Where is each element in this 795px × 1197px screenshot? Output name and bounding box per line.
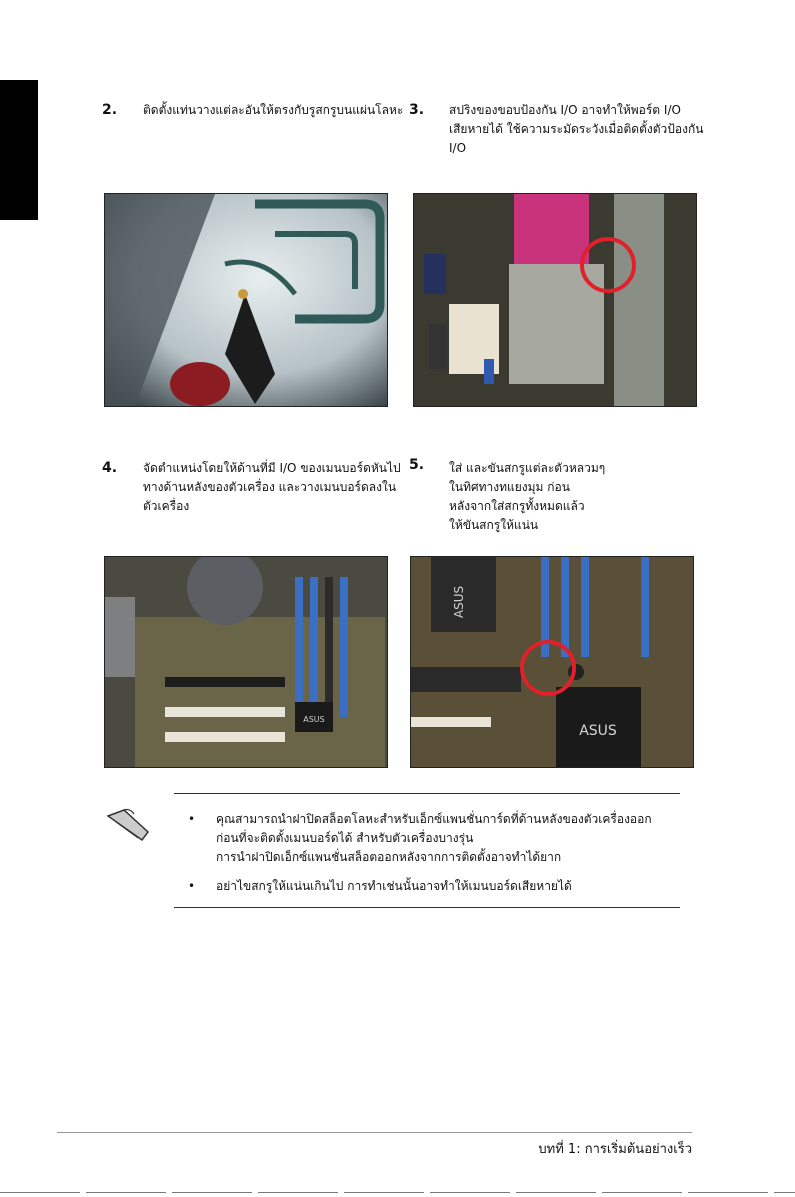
step-3-text: สปริงของขอบป้องกัน I/O อาจทำให้พอร์ต I/O เสียหายได้ ใช้ความระมัดระวังเมื่อติดตั้งตัวป้องกัน I/O xyxy=(449,103,704,155)
standoff-photo xyxy=(104,193,388,407)
asus-logo-ram: ASUS xyxy=(452,585,466,619)
chapter-footer: บทที่ 1: การเริ่มต้นอย่างเร็ว xyxy=(538,1142,692,1157)
note-bottom-rule xyxy=(174,907,680,908)
bullet-dot: • xyxy=(188,879,196,893)
motherboard-placement-photo xyxy=(104,556,388,768)
note-top-rule xyxy=(174,793,680,794)
step-5-text: ใส่ และขันสกรูแต่ละตัวหลวมๆ ในทิศทางทแยงมุม ก่อน หลังจากใส่สกรูทั้งหมดแล้ว ให้ขันสกรูให้แน่น xyxy=(449,461,606,532)
footer-rule xyxy=(57,1132,692,1133)
asus-logo-heatsink: ASUS xyxy=(579,723,617,739)
step-5-number: 5. xyxy=(409,457,425,473)
pointing-hand-icon xyxy=(104,806,152,846)
asus-logo-small: ASUS xyxy=(303,715,325,724)
screws-photo xyxy=(410,556,694,768)
step-2-text: ติดตั้งแท่นวางแต่ละอันให้ตรงกับรูสกรูบนแผ่นโลหะ xyxy=(143,103,404,117)
step-2-number: 2. xyxy=(102,102,118,118)
bullet-dot: • xyxy=(188,812,196,826)
step-4-text: จัดตำแหน่งโดยให้ด้านที่มี I/O ของเมนบอร์ดหันไป ทางด้านหลังของตัวเครื่อง และวางเมนบอร์ดลงใน ตัวเครื่อง xyxy=(143,461,401,513)
io-shield-photo xyxy=(413,193,697,407)
step-3-number: 3. xyxy=(409,102,425,118)
chapter-tab xyxy=(0,80,38,220)
crop-marks xyxy=(0,1192,795,1193)
step-4-number: 4. xyxy=(102,460,118,476)
